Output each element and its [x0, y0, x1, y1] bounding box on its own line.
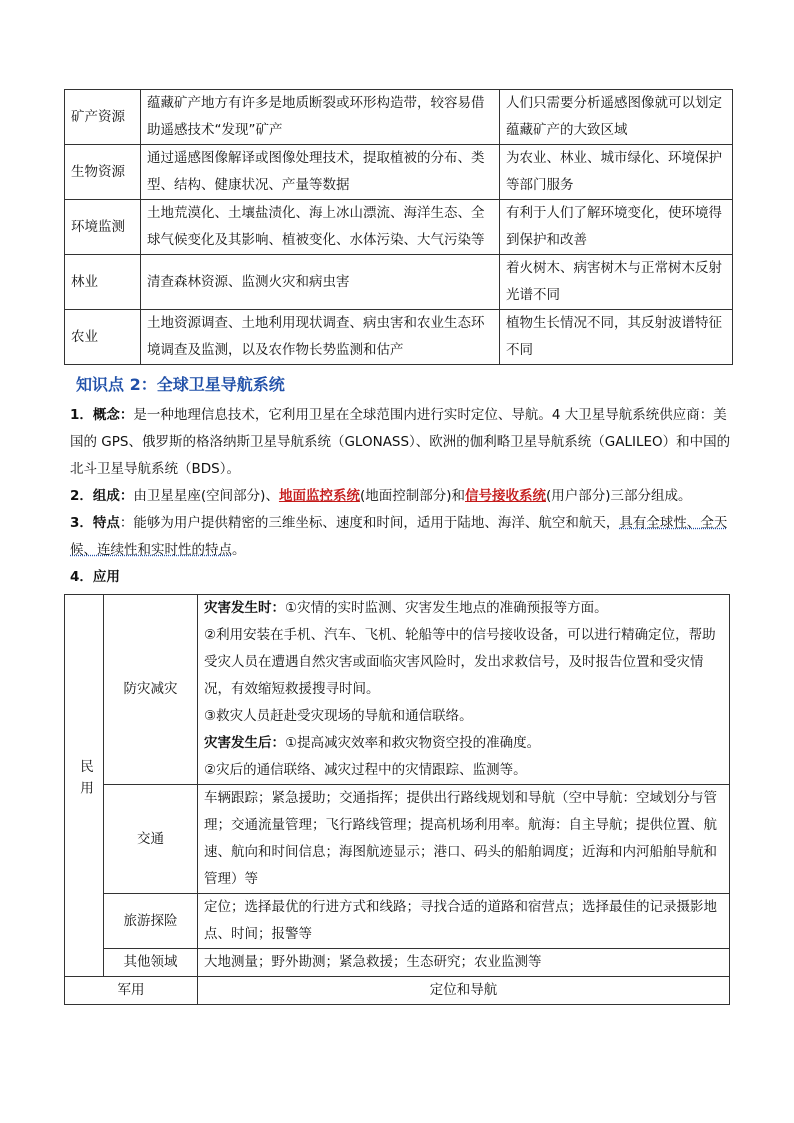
cell-bold: 灾害发生时： [204, 600, 285, 616]
table-cell: 定位和导航 [198, 977, 730, 1005]
paragraph-text: 。 [232, 542, 246, 558]
paragraph-text: 能够为用户提供精密的三维坐标、速度和时间，适用于陆地、海洋、航空和航天， [133, 515, 620, 531]
table-cell: 蕴藏矿产地方有许多是地质断裂或环形构造带，较容易借助遥感技术“发现”矿产 [141, 90, 500, 145]
table-row [65, 595, 730, 785]
table-cell: 通过遥感图像解译或图像处理技术，提取植被的分布、类型、结构、健康状况、产量等数据 [141, 145, 500, 200]
table-cell: 环境监测 [65, 200, 141, 255]
remote-sensing-table [64, 89, 733, 365]
table-row [65, 894, 730, 949]
category-civil [65, 595, 104, 977]
paragraph-composition [70, 483, 732, 510]
table-row [65, 255, 733, 310]
application-table [64, 594, 730, 1005]
table-row [65, 949, 730, 977]
table-cell: 有利于人们了解环境变化，使环境得到保护和改善 [500, 200, 733, 255]
cell-line: ③救灾人员赶赴受灾现场的导航和通信联络。 [204, 708, 473, 724]
table-row [65, 145, 733, 200]
table-cell: 着火树木、病害树木与正常树木反射光谱不同 [500, 255, 733, 310]
table-cell: 植物生长情况不同，其反射波谱特征不同 [500, 310, 733, 365]
cell-line [204, 595, 723, 622]
table-cell: 其他领域 [104, 949, 198, 977]
paragraph-label: 1．概念： [70, 407, 134, 423]
table-cell: 定位；选择最优的行进方式和线路；寻找合适的道路和宿营点；选择最佳的记录摄影地点、时间；报警等 [198, 894, 730, 949]
table-cell: 旅游探险 [104, 894, 198, 949]
paragraph-text: ： [119, 515, 134, 531]
cell-bold: 灾害发生后： [204, 735, 285, 751]
paragraph-label: 2．组成： [70, 488, 134, 504]
table-cell: 车辆跟踪；紧急援助；交通指挥；提供出行路线规划和导航（空中导航：空域划分与管理；交通流量管理；飞行路线管理；提高机场利用率。航海：自主导航；提供位置、航速、航向和时间信息；海图航迹显示；港口、码头的船舶调度；近海和内河船舶导航和管理）等 [198, 785, 730, 894]
table-cell: 林业 [65, 255, 141, 310]
paragraph-features [70, 510, 732, 564]
section-heading: 知识点 2：全球卫星导航系统 [76, 375, 285, 394]
table-row [65, 200, 733, 255]
table-row [65, 310, 733, 365]
table-cell: 军用 [65, 977, 198, 1005]
paragraph-application [70, 564, 732, 591]
table-cell [198, 595, 730, 785]
paragraph-text: 是一种地理信息技术，它利用卫星在全球范围内进行实时定位、导航。4 大卫星导航系统供应商：美国的 GPS、俄罗斯的格洛纳斯卫星导航系统（GLONASS）、欧洲的伽利略卫星导航系统（GALILEO）和中国的北斗卫星导航系统（BDS）。 [70, 407, 731, 477]
table-cell: 防灾减灾 [104, 595, 198, 785]
table-cell: 农业 [65, 310, 141, 365]
table-row [65, 977, 730, 1005]
highlight-ground-control: 地面监控系统 [278, 488, 360, 504]
paragraph-text: (地面控制部分)和 [359, 488, 465, 504]
table-cell: 矿产资源 [65, 90, 141, 145]
paragraph-text: (用户部分)三部分组成。 [546, 488, 692, 504]
table-row [65, 785, 730, 894]
cell-line: ②利用安装在手机、汽车、飞机、轮船等中的信号接收设备，可以进行精确定位，帮助受灾人员在遭遇自然灾害或面临灾害风险时，发出求救信号，及时报告位置和受灾情况，有效缩短救援搜寻时间。 [204, 627, 716, 697]
table-row [65, 90, 733, 145]
cell-text: ①灾情的实时监测、灾害发生地点的准确预报等方面。 [285, 600, 608, 616]
table-cell: 生物资源 [65, 145, 141, 200]
table-cell: 交通 [104, 785, 198, 894]
paragraph-label: 4．应用 [70, 569, 120, 585]
table-cell: 人们只需要分析遥感图像就可以划定蕴藏矿产的大致区域 [500, 90, 733, 145]
highlight-features: 具有全球性、全天候、连续性和实时性的特点 [70, 515, 728, 558]
paragraph-text: 由卫星星座(空间部分)、 [133, 488, 279, 504]
cell-text: ①提高减灾效率和救灾物资空投的准确度。 [285, 735, 541, 751]
table-cell: 为农业、林业、城市绿化、环境保护等部门服务 [500, 145, 733, 200]
table-cell: 清查森林资源、监测火灾和病虫害 [141, 255, 500, 310]
table-cell: 土地资源调查、土地利用现状调查、病虫害和农业生态环境调查及监测，以及农作物长势监测和估产 [141, 310, 500, 365]
cell-line: ②灾后的通信联络、减灾过程中的灾情跟踪、监测等。 [204, 762, 527, 778]
paragraph-concept [70, 402, 732, 483]
table-cell: 土地荒漠化、土壤盐渍化、海上冰山漂流、海洋生态、全球气候变化及其影响、植被变化、水体污染、大气污染等 [141, 200, 500, 255]
highlight-signal-receiver: 信号接收系统 [465, 488, 546, 504]
table-cell: 大地测量；野外勘测；紧急救援；生态研究；农业监测等 [198, 949, 730, 977]
category-label: 民用 [77, 759, 93, 802]
cell-line [204, 730, 723, 757]
paragraph-label: 3．特点 [70, 515, 120, 531]
